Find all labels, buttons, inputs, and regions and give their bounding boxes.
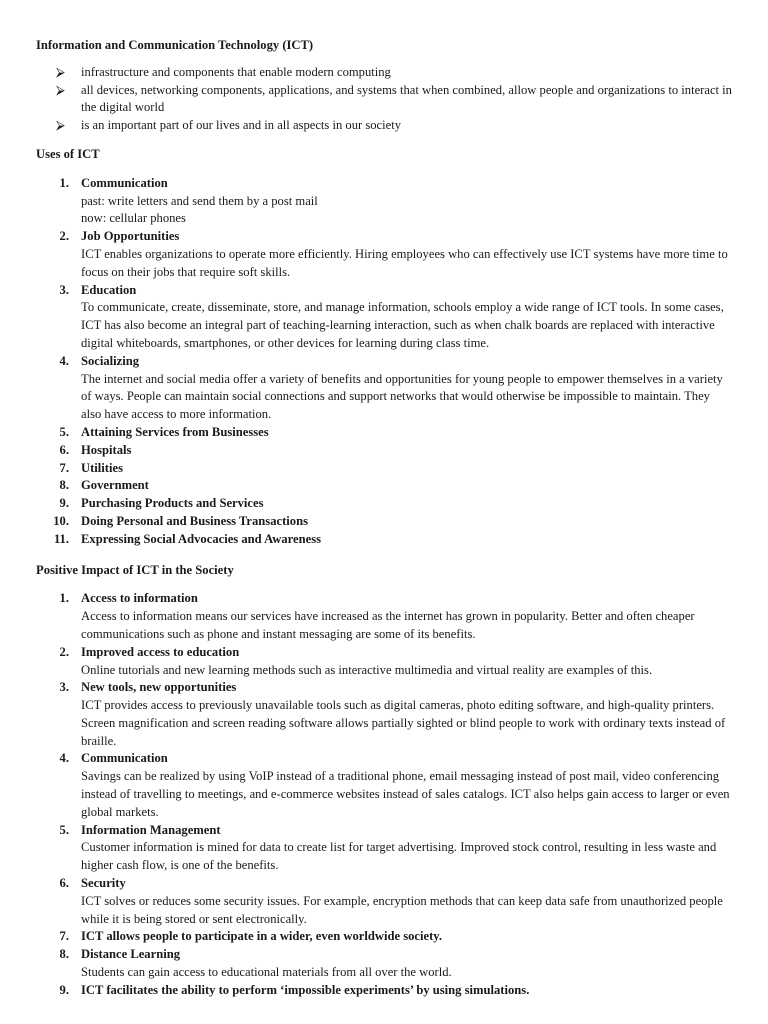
item-number: 3. [59, 680, 69, 695]
item-number: 8. [59, 947, 69, 962]
item-number: 7. [59, 929, 69, 944]
item-title: ICT allows people to participate in a wider, even worldwide society. [81, 929, 443, 944]
bullet-item [36, 82, 732, 118]
item-number: 6. [59, 876, 69, 891]
item-number: 9. [59, 982, 69, 997]
list-item [36, 442, 732, 460]
positive-impact-heading: Positive Impact of ICT in the Society [36, 562, 234, 577]
arrow-bullet-icon: ⮚ [56, 118, 65, 133]
item-title: Information Management [81, 822, 221, 837]
bullet-text: is an important part of our lives and in all aspects in our society [81, 118, 402, 133]
bullet-text: all devices, networking components, applications, and systems that when combined, allow people and organizations to interact in the digital world [81, 82, 732, 115]
document-title: Information and Communication Technology (ICT) [36, 38, 314, 52]
bullet-item [36, 117, 732, 135]
item-body: past: write letters and send them by a post mail [81, 193, 318, 208]
item-number: 10. [53, 513, 69, 528]
item-number: 4. [59, 353, 69, 368]
item-number: 8. [59, 478, 69, 493]
list-item [36, 513, 732, 531]
item-body: ICT solves or reduces some security issues. For example, encryption methods that can keep data safe from unauthorized people while it is being stored or sent electronically. [81, 893, 723, 926]
bullet-text: infrastructure and components that enable modern computing [81, 64, 391, 79]
item-number: 3. [59, 282, 69, 297]
item-number: 11. [53, 531, 69, 546]
list-item [36, 477, 732, 495]
item-body: Savings can be realized by using VoIP instead of a traditional phone, email messaging instead of post mail, video conferencing instead of travelling to meetings, and e-commerce websites instead of sales catalogs. ICT also helps gain access to larger or even global markets. [81, 769, 730, 819]
item-number: 5. [59, 424, 69, 439]
uses-list [36, 175, 732, 549]
item-title: Socializing [81, 353, 140, 368]
item-title: ICT facilitates the ability to perform ‘impossible experiments’ by using simulations. [81, 982, 530, 997]
item-body: Students can gain access to educational materials from all over the world. [81, 965, 452, 980]
item-body: now: cellular phones [81, 211, 186, 226]
item-number: 6. [59, 442, 69, 457]
item-number: 1. [59, 175, 69, 190]
item-title: Education [81, 282, 137, 297]
item-title: Purchasing Products and Services [81, 496, 264, 511]
list-item [36, 644, 732, 680]
list-item [36, 175, 732, 228]
list-item [36, 228, 732, 281]
list-item [36, 750, 732, 821]
item-title: Utilities [81, 460, 123, 475]
item-title: Government [81, 478, 149, 493]
list-item [36, 282, 732, 353]
list-item [36, 590, 732, 643]
item-title: Attaining Services from Businesses [81, 424, 269, 439]
item-body: The internet and social media offer a variety of benefits and opportunities for young people to empower themselves in a variety of ways. People can maintain social connections and support networks that would otherwise be impossible to maintain. They also have access to more information. [81, 371, 723, 422]
arrow-bullet-icon: ⮚ [56, 64, 65, 79]
item-title: Access to information [81, 591, 198, 606]
item-number: 1. [59, 591, 69, 606]
bullet-item [36, 64, 732, 82]
item-title: Distance Learning [81, 947, 180, 962]
item-body: Online tutorials and new learning methods such as interactive multimedia and virtual reality are examples of this. [81, 662, 653, 677]
item-body: Access to information means our services have increased as the internet has grown in popularity. Better and often cheaper communications such as phone and instant messaging are some of its benefits. [81, 609, 695, 641]
item-title: Doing Personal and Business Transactions [81, 513, 308, 528]
item-number: 5. [59, 822, 69, 837]
item-number: 7. [59, 460, 69, 475]
item-title: Hospitals [81, 442, 132, 457]
item-body: ICT enables organizations to operate more efficiently. Hiring employees who can effectively use ICT systems have more time to focus on their jobs that require soft skills. [81, 246, 728, 279]
item-number: 4. [59, 751, 69, 766]
list-item [36, 928, 732, 946]
item-title: Job Opportunities [81, 229, 180, 244]
item-title: Improved access to education [81, 644, 240, 659]
list-item [36, 946, 732, 982]
item-title: Communication [81, 175, 168, 190]
list-item [36, 495, 732, 513]
list-item [36, 679, 732, 750]
list-item [36, 424, 732, 442]
item-body: Customer information is mined for data to create list for target advertising. Improved stock control, resulting in less waste and higher cash flow, is one of the benefits. [81, 840, 717, 873]
item-number: 2. [59, 644, 69, 659]
uses-heading: Uses of ICT [36, 146, 100, 161]
item-title: Expressing Social Advocacies and Awareness [81, 531, 322, 546]
list-item [36, 875, 732, 928]
list-item [36, 531, 732, 549]
item-body: To communicate, create, disseminate, store, and manage information, schools employ a wide range of ICT tools. In some cases, ICT has also become an integral part of teaching-learning interaction, such as when chalk boards are replaced with interactive digital whiteboards, smartphones, or other devices for learning during class time. [81, 300, 724, 350]
item-body: ICT provides access to previously unavailable tools such as digital cameras, photo editing software, and high-quality printers. Screen magnification and screen reading software allows partially sighted or blind people to work with ordinary texts instead of braille. [81, 698, 726, 748]
item-number: 2. [59, 229, 69, 244]
list-item [36, 460, 732, 478]
item-title: Security [81, 876, 126, 891]
intro-bullet-list [36, 64, 732, 135]
item-title: Communication [81, 751, 168, 766]
list-item [36, 982, 732, 1000]
item-number: 9. [59, 496, 69, 511]
positive-impact-list [36, 590, 732, 999]
list-item [36, 353, 732, 424]
list-item [36, 822, 732, 875]
arrow-bullet-icon: ⮚ [56, 82, 65, 97]
item-title: New tools, new opportunities [81, 680, 237, 695]
